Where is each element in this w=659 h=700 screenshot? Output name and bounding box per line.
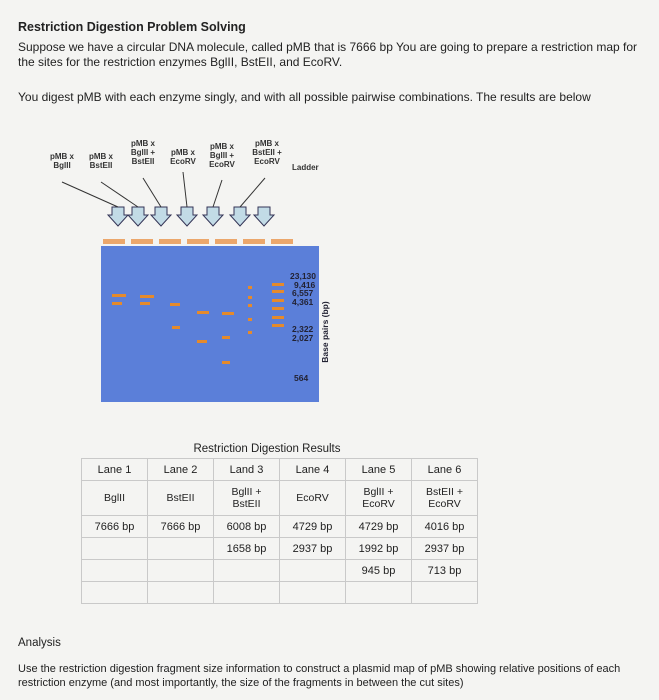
gel-band <box>140 295 154 298</box>
table-cell: BstEII <box>148 481 214 516</box>
loading-arrow <box>254 207 274 226</box>
table-row <box>82 582 478 604</box>
marker-9416: 9,416 <box>294 280 316 290</box>
table-cell <box>148 538 214 560</box>
table-cell: 4729 bp <box>346 516 412 538</box>
table-cell <box>412 582 478 604</box>
gel-band <box>140 302 150 305</box>
gel-well <box>215 239 237 244</box>
gel-band <box>272 299 284 302</box>
table-cell: 2937 bp <box>280 538 346 560</box>
table-cell <box>346 582 412 604</box>
table-title: Restriction Digestion Results <box>193 443 341 455</box>
loading-arrow <box>177 207 197 226</box>
table-row <box>82 538 478 560</box>
table-cell: 2937 bp <box>412 538 478 560</box>
gel-wells <box>103 239 293 244</box>
table-cell: BstEII + EcoRV <box>412 481 478 516</box>
lane-label-6: pMB x BstEII + EcoRV <box>252 139 282 166</box>
gel-band <box>112 302 122 305</box>
label-connector <box>213 180 222 207</box>
table-cell: Lane 1 <box>82 459 148 481</box>
gel-band <box>248 286 252 289</box>
table-cell: 713 bp <box>412 560 478 582</box>
gel-well <box>271 239 293 244</box>
table-cell <box>280 560 346 582</box>
gel-well <box>159 239 181 244</box>
gel-band <box>272 283 284 286</box>
table-cell: EcoRV <box>280 481 346 516</box>
marker-564: 564 <box>294 373 309 383</box>
table-cell: Lane 2 <box>148 459 214 481</box>
gel-band <box>222 312 234 315</box>
gel-band <box>172 326 180 329</box>
table-row <box>82 560 478 582</box>
table-cell: 4729 bp <box>280 516 346 538</box>
gel-band <box>272 316 284 319</box>
table-cell: Lane 6 <box>412 459 478 481</box>
label-connector <box>240 178 265 207</box>
lane-label-2: pMB x BstEII <box>89 152 113 170</box>
table-cell <box>148 560 214 582</box>
gel-band <box>248 304 252 307</box>
digest-description: You digest pMB with each enzyme singly, and with all possible pairwise combinations. The results are below <box>18 90 591 104</box>
loading-arrow <box>203 207 223 226</box>
page-title: Restriction Digestion Problem Solving <box>18 20 246 34</box>
gel-band <box>170 303 180 306</box>
table-row <box>82 481 478 516</box>
gel-band <box>248 331 252 334</box>
label-connector <box>62 182 118 207</box>
lane-label-5: pMB x BglII + EcoRV <box>209 142 235 169</box>
table-cell: Land 3 <box>214 459 280 481</box>
base-pairs-axis <box>316 283 330 383</box>
table-cell: 1992 bp <box>346 538 412 560</box>
table-cell <box>280 582 346 604</box>
gel-band <box>248 296 252 299</box>
gel-band <box>272 324 284 327</box>
table-cell: 945 bp <box>346 560 412 582</box>
marker-4361: 4,361 <box>292 297 314 307</box>
gel-well <box>103 239 125 244</box>
table-row <box>82 459 478 481</box>
gel-well <box>243 239 265 244</box>
marker-2322: 2,322 <box>292 324 314 334</box>
gel-slab <box>101 246 319 402</box>
lane-label-3: pMB x BglII + BstEII <box>130 139 156 166</box>
table-cell <box>82 538 148 560</box>
lane-label-1: pMB x BglII <box>50 152 74 170</box>
gel-band <box>272 290 284 293</box>
table-cell: 7666 bp <box>148 516 214 538</box>
table-cell <box>214 560 280 582</box>
table-cell: BglII + BstEII <box>214 481 280 516</box>
gel-band <box>248 318 252 321</box>
table-cell: BglII <box>82 481 148 516</box>
analysis-heading: Analysis <box>18 637 61 649</box>
table-cell: 6008 bp <box>214 516 280 538</box>
table-cell: BglII + EcoRV <box>346 481 412 516</box>
analysis-text: Use the restriction digestion fragment size information to construct a plasmid map of pMB showing relative positions of each restriction enzyme (and most importantly, the size of the fragments in between the cut sites) <box>18 663 621 689</box>
loading-arrow <box>108 207 128 226</box>
loading-arrows <box>62 172 274 226</box>
axis-label: Base pairs (bp) <box>320 301 330 363</box>
label-connector <box>143 178 161 207</box>
gel-band <box>222 361 230 364</box>
table-cell <box>82 582 148 604</box>
results-table <box>81 458 478 604</box>
table-cell: 4016 bp <box>412 516 478 538</box>
gel-band <box>222 336 230 339</box>
ladder-label: Ladder <box>292 163 319 172</box>
marker-6557: 6,557 <box>292 288 314 298</box>
table-cell: 7666 bp <box>82 516 148 538</box>
loading-arrow <box>151 207 171 226</box>
gel-band <box>197 311 209 314</box>
marker-23130: 23,130 <box>290 271 316 281</box>
gel-well <box>131 239 153 244</box>
label-connector <box>183 172 187 207</box>
gel-band <box>197 340 207 343</box>
label-connector <box>101 182 138 207</box>
table-row <box>82 516 478 538</box>
gel-band <box>112 294 126 297</box>
loading-arrow <box>128 207 148 226</box>
table-cell <box>214 582 280 604</box>
table-cell: Lane 5 <box>346 459 412 481</box>
gel-band <box>272 307 284 310</box>
table-cell: Lane 4 <box>280 459 346 481</box>
table-cell: 1658 bp <box>214 538 280 560</box>
gel-well <box>187 239 209 244</box>
lane-label-4: pMB x EcoRV <box>170 148 196 166</box>
table-cell <box>148 582 214 604</box>
marker-2027: 2,027 <box>292 333 314 343</box>
loading-arrow <box>230 207 250 226</box>
table-cell <box>82 560 148 582</box>
problem-intro: Suppose we have a circular DNA molecule, called pMB that is 7666 bp You are going to prepare a restriction map for the sites for the restriction enzymes BglII, BstEII, and EcoRV. <box>18 40 638 69</box>
